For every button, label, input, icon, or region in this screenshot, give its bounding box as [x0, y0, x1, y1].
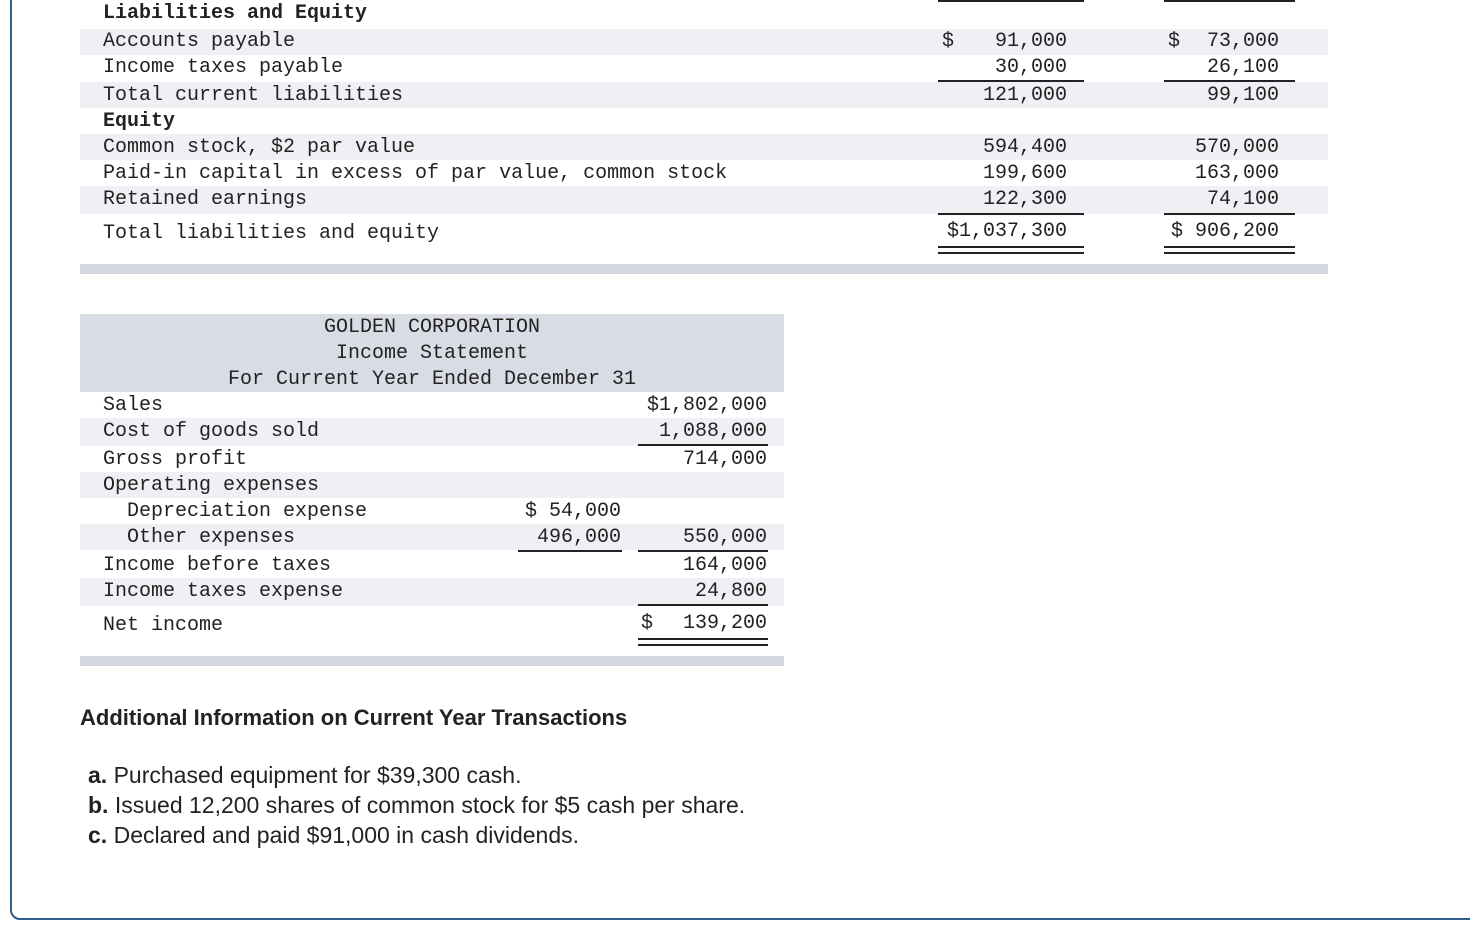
prior-value: 99,100: [1206, 84, 1279, 107]
row-label: Depreciation expense: [127, 500, 368, 523]
item-text: Purchased equipment for $39,300 cash.: [113, 762, 522, 788]
rule: [518, 550, 622, 552]
dollar-sign: $: [942, 30, 955, 53]
outer-value: $1,802,000: [646, 394, 767, 417]
list-item: [88, 762, 521, 789]
inner-value: 496,000: [536, 526, 621, 549]
rule: [1164, 213, 1295, 215]
rule: [938, 80, 1084, 82]
outer-value: 714,000: [682, 448, 767, 471]
item-text: Issued 12,200 shares of common stock for $5 cash per share.: [114, 792, 746, 818]
row-label: Accounts payable: [103, 30, 296, 53]
row-label: Common stock, $2 par value: [103, 136, 416, 159]
row-label: Income before taxes: [103, 554, 332, 577]
row-label: Income taxes payable: [103, 56, 344, 79]
outer-value: 139,200: [682, 612, 767, 635]
additional-info-title: Additional Information on Current Year Transactions: [80, 705, 628, 730]
item-text: Declared and paid $91,000 in cash dividends.: [113, 822, 580, 848]
prior-value: $ 906,200: [1170, 220, 1279, 243]
row-label: Operating expenses: [103, 474, 320, 497]
prior-value: 26,100: [1206, 56, 1279, 79]
rule: [638, 604, 768, 606]
current-value: 199,600: [982, 162, 1067, 185]
section-heading: Liabilities and Equity: [103, 2, 368, 25]
row-label: Total current liabilities: [103, 84, 404, 107]
item-letter: b.: [88, 792, 109, 818]
outer-value: 1,088,000: [658, 420, 767, 443]
row-label: Sales: [103, 394, 164, 417]
row-label: Net income: [103, 614, 224, 637]
row-label: Gross profit: [103, 448, 248, 471]
double-rule: [938, 246, 1084, 254]
section-divider: [80, 656, 784, 666]
dollar-sign: $: [641, 612, 654, 635]
statement-period: For Current Year Ended December 31: [227, 368, 637, 391]
row-label: Other expenses: [127, 526, 296, 549]
outer-value: 164,000: [682, 554, 767, 577]
row-label: Income taxes expense: [103, 580, 344, 603]
section-divider: [80, 264, 1328, 274]
dollar-sign: $: [1168, 30, 1181, 53]
current-value: 122,300: [982, 188, 1067, 211]
item-letter: c.: [88, 822, 108, 848]
double-rule: [1164, 246, 1295, 254]
rule: [938, 213, 1084, 215]
rule: [638, 444, 768, 446]
list-item: [88, 792, 745, 819]
item-letter: a.: [88, 762, 108, 788]
current-value: 30,000: [994, 56, 1067, 79]
current-value: 121,000: [982, 84, 1067, 107]
row-label: Retained earnings: [103, 188, 308, 211]
row-label: Total liabilities and equity: [103, 222, 440, 245]
prior-value: 74,100: [1206, 188, 1279, 211]
prior-value: 73,000: [1206, 30, 1279, 53]
inner-value: $ 54,000: [524, 500, 621, 523]
prior-value: 163,000: [1194, 162, 1279, 185]
row-label: Cost of goods sold: [103, 420, 320, 443]
statement-header: [80, 314, 784, 392]
rule: [1164, 0, 1295, 2]
double-rule: [638, 638, 768, 646]
statement-title: Income Statement: [335, 342, 529, 365]
current-value: $1,037,300: [946, 220, 1067, 243]
company-name: GOLDEN CORPORATION: [323, 316, 541, 339]
rule: [1164, 80, 1295, 82]
list-item: [88, 822, 579, 849]
outer-value: 550,000: [682, 526, 767, 549]
current-value: 594,400: [982, 136, 1067, 159]
rule: [638, 550, 768, 552]
rule: [938, 0, 1084, 2]
equity-heading: Equity: [103, 110, 176, 133]
prior-value: 570,000: [1194, 136, 1279, 159]
outer-value: 24,800: [694, 580, 767, 603]
current-value: 91,000: [994, 30, 1067, 53]
row-label: Paid-in capital in excess of par value, common stock: [103, 162, 728, 185]
